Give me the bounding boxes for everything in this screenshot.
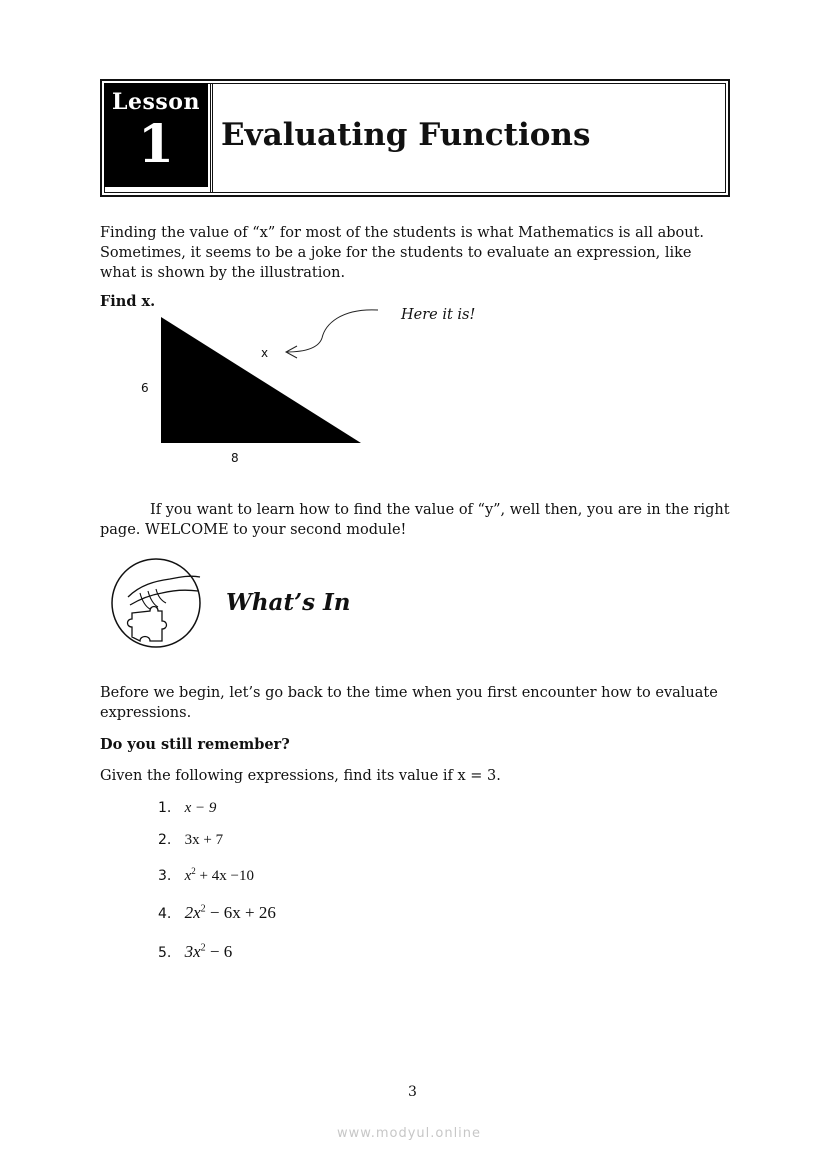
lesson-number: 1 bbox=[137, 114, 175, 175]
arrow-curve bbox=[286, 310, 378, 352]
item-expression-rest: − 6x + 26 bbox=[205, 903, 276, 922]
item-number: 4. bbox=[158, 906, 172, 922]
item-expression bbox=[185, 903, 276, 922]
lesson-badge bbox=[104, 83, 208, 187]
watermark: www.modyul.online bbox=[337, 1126, 482, 1141]
item-expression: 3x + 7 bbox=[184, 832, 224, 848]
list-item bbox=[158, 903, 276, 923]
review-question: Do you still remember? bbox=[100, 736, 290, 753]
lesson-label: Lesson bbox=[112, 89, 200, 115]
review-instruction: Given the following expressions, find its value if x = 3. bbox=[100, 768, 501, 784]
find-x-heading: Find x. bbox=[100, 293, 156, 310]
item-expression bbox=[185, 868, 254, 884]
item-exponent: 2 bbox=[200, 903, 206, 915]
item-expression-base: x bbox=[184, 868, 192, 884]
height-label: 6 bbox=[141, 381, 149, 395]
page-number: 3 bbox=[408, 1084, 417, 1100]
item-number: 1. bbox=[158, 800, 172, 816]
item-expression-base: 2x bbox=[184, 903, 201, 922]
hypotenuse-label: x bbox=[261, 346, 269, 360]
list-item bbox=[158, 942, 232, 962]
item-exponent: 2 bbox=[191, 866, 196, 876]
welcome-line-1: If you want to learn how to find the value of “y”, well then, you are in the right bbox=[150, 502, 730, 518]
item-expression-rest: + 4x −10 bbox=[195, 868, 254, 884]
intro-paragraph bbox=[100, 223, 740, 283]
list-item bbox=[158, 866, 254, 885]
item-expression-base: 3x bbox=[184, 942, 201, 961]
puzzle-hand-icon bbox=[110, 557, 204, 651]
section-title: What’s In bbox=[226, 589, 351, 616]
figure-caption: Here it is! bbox=[401, 307, 476, 323]
intro-line-1: Finding the value of “x” for most of the students is what Mathematics is all about. bbox=[100, 225, 705, 241]
item-expression bbox=[185, 942, 233, 961]
review-paragraph bbox=[100, 683, 740, 723]
welcome-line-2: page. WELCOME to your second module! bbox=[100, 522, 407, 538]
triangle-figure bbox=[150, 300, 390, 450]
intro-line-2: Sometimes, it seems to be a joke for the students to evaluate an expression, like bbox=[100, 245, 692, 261]
item-number: 2. bbox=[158, 832, 172, 848]
item-expression: x − 9 bbox=[184, 800, 217, 816]
lesson-title-box bbox=[210, 83, 726, 193]
item-expression-rest: − 6 bbox=[205, 942, 233, 961]
intro-line-3: what is shown by the illustration. bbox=[100, 265, 346, 281]
item-number: 5. bbox=[158, 945, 172, 961]
review-line-2: expressions. bbox=[100, 705, 192, 721]
item-number: 3. bbox=[158, 868, 172, 884]
review-line-1: Before we begin, let’s go back to the time when you first encounter how to evaluate bbox=[100, 685, 718, 701]
lesson-title: Evaluating Functions bbox=[221, 117, 591, 153]
lesson-header bbox=[100, 79, 730, 197]
item-exponent: 2 bbox=[200, 942, 206, 954]
list-item bbox=[158, 832, 223, 849]
base-label: 8 bbox=[231, 451, 239, 465]
right-triangle bbox=[161, 317, 361, 443]
welcome-paragraph bbox=[100, 500, 740, 540]
list-item bbox=[158, 800, 216, 817]
